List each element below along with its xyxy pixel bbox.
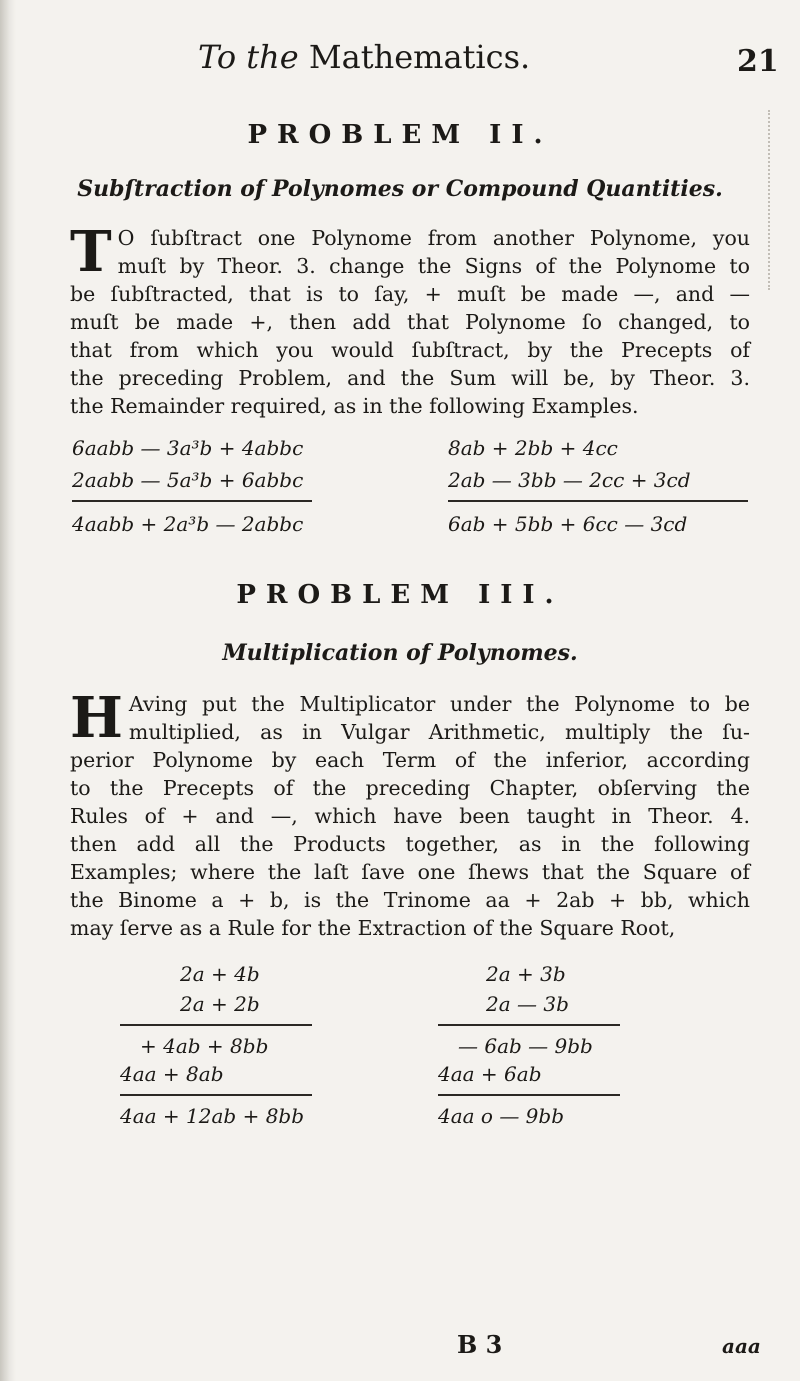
example-3b-rule-2: [438, 1094, 620, 1096]
example-2b-subtrahend: 2ab — 3bb — 2cc + 3cd: [448, 468, 691, 492]
paragraph-line: the Remainder required, as in the following Examples.: [70, 394, 639, 418]
paragraph-line: then add all the Products together, as in the following: [70, 832, 750, 856]
problem-2-dropcap: T: [70, 219, 112, 285]
problem-3-heading: PROBLEM III.: [236, 580, 564, 610]
example-3a-multiplicand: 2a + 4b: [180, 962, 260, 986]
paragraph-line: to the Precepts of the preceding Chapter, obſerving the: [70, 776, 750, 800]
example-3b-product: 4aa o — 9bb: [438, 1104, 565, 1128]
example-3a-partial-1: + 4ab + 8bb: [140, 1034, 269, 1058]
example-2a-remainder: 4aabb + 2a³b — 2abbc: [72, 512, 304, 536]
paragraph-line: Rules of + and —, which have been taught in Theor. 4.: [70, 804, 750, 828]
problem-3-paragraph: [70, 685, 750, 942]
running-head-prefix: To the: [198, 38, 299, 76]
signature-mark: B 3: [457, 1330, 503, 1359]
example-3b-partial-2: 4aa + 6ab: [438, 1062, 542, 1086]
example-3a-rule-2: [120, 1094, 312, 1096]
problem-2-paragraph: [70, 219, 750, 420]
paragraph-line: the Binome a + b, is the Trinome aa + 2ab + bb, which: [70, 888, 750, 912]
catchword: aaa: [722, 1334, 761, 1358]
example-2a-minuend: 6aabb — 3a³b + 4abbc: [72, 436, 304, 460]
paragraph-line: muſt be made +, then add that Polynome ſo changed, to: [70, 310, 750, 334]
example-2b-rule: [448, 500, 748, 502]
example-3a-rule: [120, 1024, 312, 1026]
running-head: [198, 38, 530, 76]
page-gutter-shadow: [0, 0, 16, 1381]
example-3b-multiplicand: 2a + 3b: [486, 962, 566, 986]
paragraph-line: Examples; where the laſt ſave one ſhews that the Square of: [70, 860, 750, 884]
running-head-title: Mathematics.: [308, 38, 531, 76]
problem-2-heading: PROBLEM II.: [247, 120, 553, 150]
example-3a-multiplier: 2a + 2b: [180, 992, 260, 1016]
page-number: 21: [737, 44, 779, 79]
problem-3-dropcap: H: [70, 685, 123, 751]
paragraph-line: that from which you would ſubſtract, by the Precepts of: [70, 338, 750, 362]
problem-2-subtitle: Subſtraction of Polynomes or Compound Quantities.: [77, 176, 723, 202]
paragraph-line: the preceding Problem, and the Sum will be, by Theor. 3.: [70, 366, 750, 390]
paragraph-line: muſt by Theor. 3. change the Signs of the Polynome to: [117, 254, 750, 278]
problem-3-subtitle: Multiplication of Polynomes.: [222, 640, 578, 666]
paragraph-line: Aving put the Multiplicator under the Polynome to be: [128, 692, 750, 716]
paragraph-line: be ſubſtracted, that is to ſay, + muſt be made —, and —: [70, 282, 750, 306]
example-3a-partial-2: 4aa + 8ab: [120, 1062, 224, 1086]
example-3b-multiplier: 2a — 3b: [486, 992, 569, 1016]
example-2a-rule: [72, 500, 312, 502]
example-3b-rule: [438, 1024, 620, 1026]
example-3b-partial-1: — 6ab — 9bb: [458, 1034, 593, 1058]
example-2a-subtrahend: 2aabb — 5a³b + 6abbc: [72, 468, 304, 492]
paragraph-line: multiplied, as in Vulgar Arithmetic, multiply the ſu-: [128, 720, 750, 744]
paragraph-line: may ſerve as a Rule for the Extraction of the Square Root,: [70, 916, 676, 940]
example-3a-product: 4aa + 12ab + 8bb: [120, 1104, 305, 1128]
example-2b-minuend: 8ab + 2bb + 4cc: [448, 436, 618, 460]
paragraph-line: perior Polynome by each Term of the inferior, according: [70, 748, 750, 772]
paragraph-line: O ſubſtract one Polynome from another Polynome, you: [117, 226, 750, 250]
example-2b-remainder: 6ab + 5bb + 6cc — 3cd: [448, 512, 688, 536]
